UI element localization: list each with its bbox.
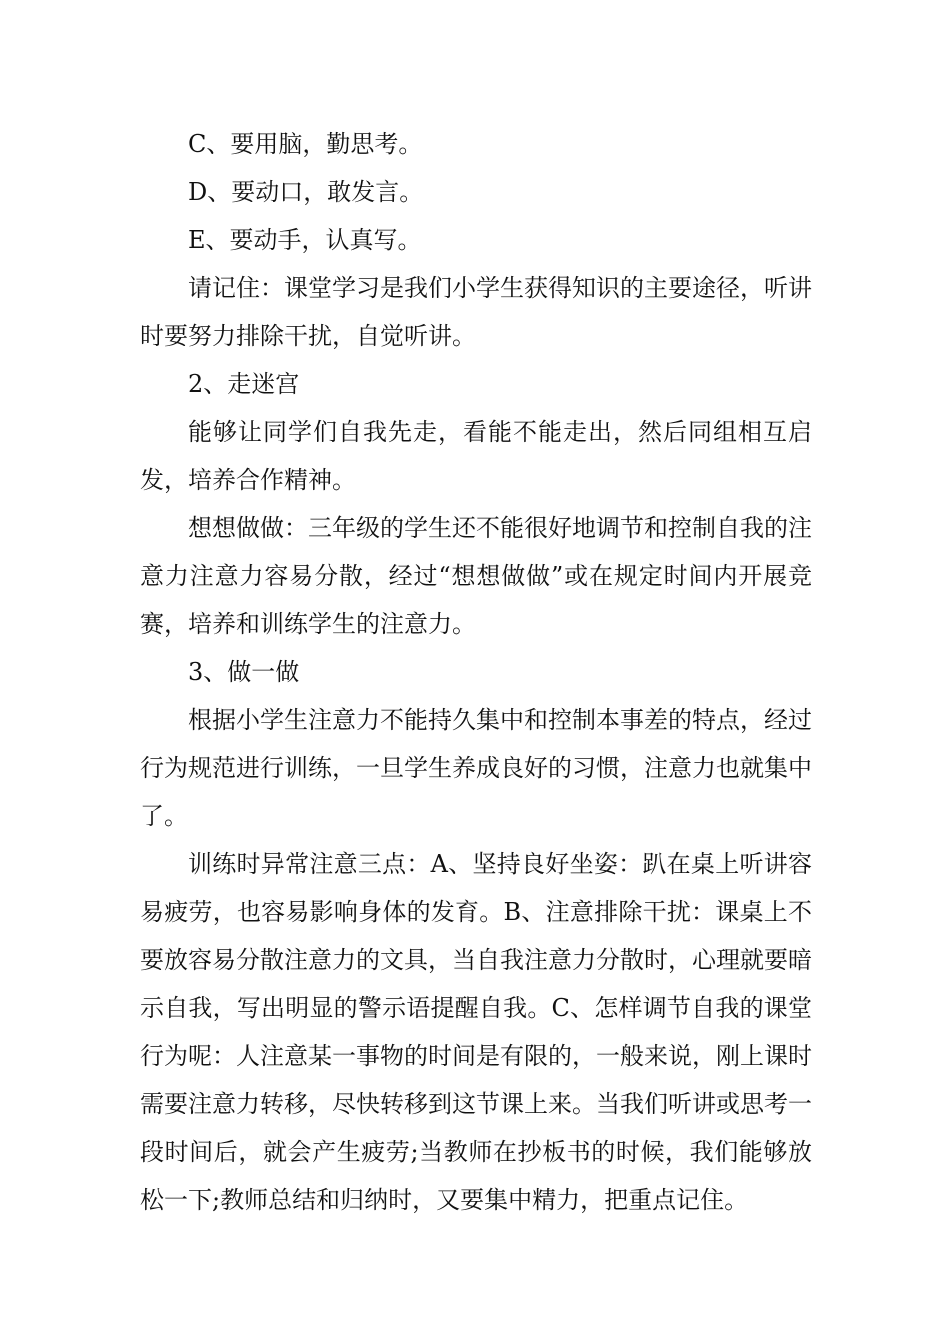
- document-page: [140, 120, 812, 1224]
- paragraph-maze: 能够让同学们自我先走，看能不能走出，然后同组相互启发，培养合作精神。: [140, 418, 812, 494]
- heading-do-it: 3、做一做: [188, 658, 300, 686]
- paragraph-option-d: D、要动口，敢发言。: [188, 178, 424, 206]
- paragraph-training-notes: 训练时异常注意三点：A、坚持良好坐姿：趴在桌上听讲容易疲劳，也容易影响身体的发育。B、注意排除干扰：课桌上不要放容易分散注意力的文具，当自我注意力分散时，心理就要暗示自我，写出明显的警示语提醒自我。C、怎样调节自我的课堂行为呢：人注意某一事物的时间是有限的，一般来说，刚上课时需要注意力转移，尽快转移到这节课上来。当我们听讲或思考一段时间后，就会产生疲劳;当教师在抄板书的时候，我们能够放松一下;教师总结和归纳时，又要集中精力，把重点记住。: [140, 850, 812, 1214]
- paragraph-do-it: 根据小学生注意力不能持久集中和控制本事差的特点，经过行为规范进行训练，一旦学生养成良好的习惯，注意力也就集中了。: [140, 706, 812, 830]
- paragraph-think-and-do: 想想做做：三年级的学生还不能很好地调节和控制自我的注意力注意力容易分散，经过“想想做做”或在规定时间内开展竞赛，培养和训练学生的注意力。: [140, 514, 812, 638]
- paragraph-option-c: C、要用脑，勤思考。: [188, 130, 423, 158]
- paragraph-remember: 请记住：课堂学习是我们小学生获得知识的主要途径，听讲时要努力排除干扰，自觉听讲。: [140, 274, 812, 350]
- heading-maze: 2、走迷宫: [188, 370, 300, 398]
- paragraph-option-e: E、要动手，认真写。: [188, 226, 422, 254]
